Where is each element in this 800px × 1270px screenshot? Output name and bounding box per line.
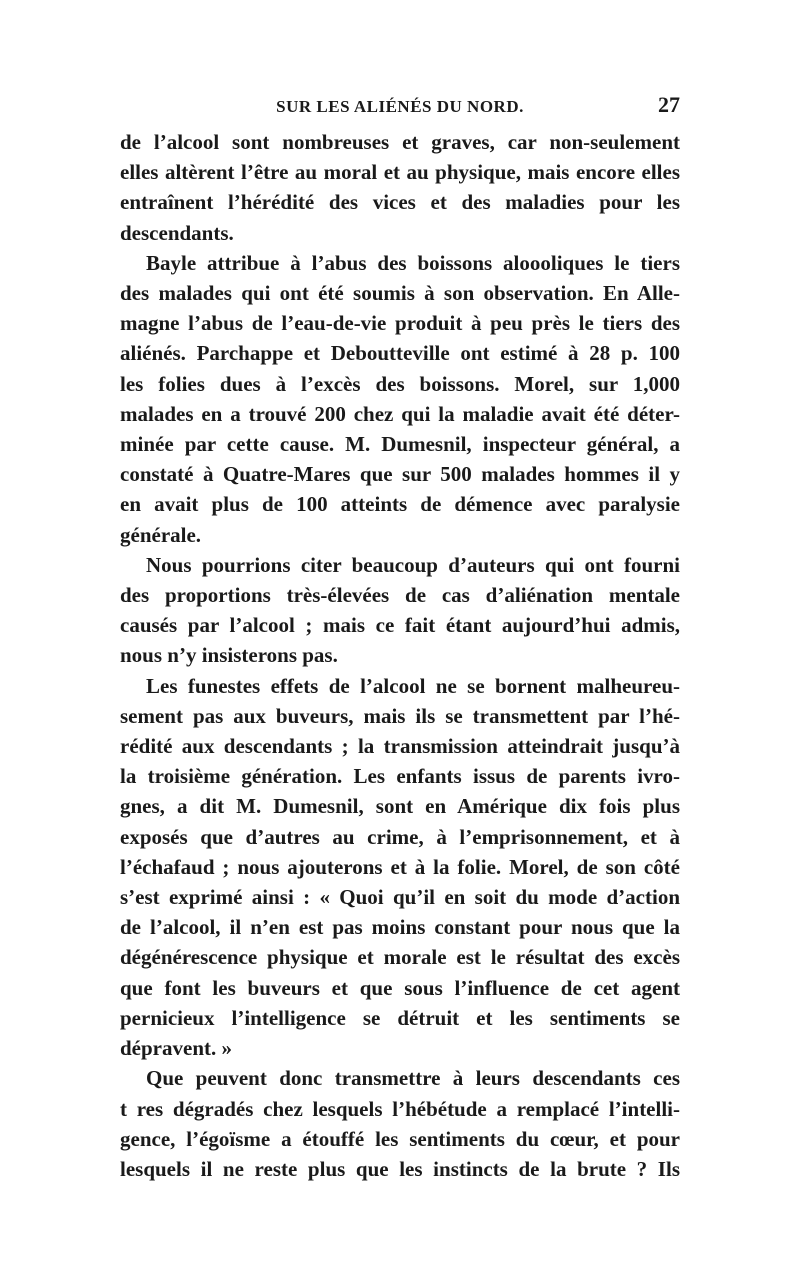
text-line: Nous pourrions citer beaucoup d’auteurs qui ont fourni xyxy=(146,552,680,577)
text-line: minée par cette cause. M. Dumesnil, inspecteur général, a xyxy=(120,432,680,457)
paragraph xyxy=(120,550,680,671)
text-line: gence, l’égoïsme a étouffé les sentiments du cœur, et pour xyxy=(120,1126,680,1151)
text-line: exposés que d’autres au crime, à l’emprisonnement, et à xyxy=(120,824,680,849)
text-line: pernicieux l’intelligence se détruit et les sentiments se xyxy=(120,1005,680,1030)
text-line: aliénés. Parchappe et Deboutteville ont estimé à 28 p. 100 xyxy=(120,341,680,366)
text-line: dépravent. » xyxy=(120,1036,232,1061)
page-number: 27 xyxy=(658,92,680,117)
text-line: que font les buveurs et que sous l’influence de cet agent xyxy=(120,975,680,1000)
text-line: des proportions très-élevées de cas d’aliénation mentale xyxy=(120,583,680,608)
text-line: nous n’y insisterons pas. xyxy=(120,643,338,668)
text-line: descendants. xyxy=(120,220,234,245)
paragraph xyxy=(120,1063,680,1184)
text-line: l’échafaud ; nous ajouterons et à la folie. Morel, de son côté xyxy=(120,854,680,879)
text-line: de l’alcool, il n’en est pas moins constant pour nous que la xyxy=(120,915,680,940)
text-line: Les funestes effets de l’alcool ne se bornent malheureu- xyxy=(146,673,680,698)
text-line: malades en a trouvé 200 chez qui la maladie avait été déter- xyxy=(120,401,680,426)
text-line: lesquels il ne reste plus que les instincts de la brute ? Ils xyxy=(120,1156,680,1181)
text-line: sement pas aux buveurs, mais ils se transmettent par l’hé- xyxy=(120,703,680,728)
text-line: magne l’abus de l’eau-de-vie produit à peu près le tiers des xyxy=(120,311,680,336)
text-line: la troisième génération. Les enfants issus de parents ivro- xyxy=(120,764,680,789)
running-head xyxy=(120,92,680,119)
text-line: dégénérescence physique et morale est le résultat des excès xyxy=(120,945,680,970)
text-line: en avait plus de 100 atteints de démence avec paralysie xyxy=(120,492,680,517)
text-line: constaté à Quatre-Mares que sur 500 malades hommes il y xyxy=(120,462,680,487)
paragraph xyxy=(120,127,680,248)
text-line: entraînent l’hérédité des vices et des maladies pour les xyxy=(120,190,680,215)
running-title: SUR LES ALIÉNÉS DU NORD. xyxy=(276,97,524,116)
paragraph xyxy=(120,671,680,1064)
text-line: générale. xyxy=(120,522,202,547)
text-line: rédité aux descendants ; la transmission atteindrait jusqu’à xyxy=(120,734,680,759)
body-text xyxy=(120,127,680,1184)
text-line: t res dégradés chez lesquels l’hébétude a remplacé l’intelli- xyxy=(120,1096,680,1121)
text-line: Bayle attribue à l’abus des boissons aloooliques le tiers xyxy=(146,250,680,275)
text-line: gnes, a dit M. Dumesnil, sont en Amérique dix fois plus xyxy=(120,794,680,819)
text-line: s’est exprimé ainsi : « Quoi qu’il en soit du mode d’action xyxy=(120,885,680,910)
text-line: les folies dues à l’excès des boissons. Morel, sur 1,000 xyxy=(120,371,680,396)
text-line: elles altèrent l’être au moral et au physique, mais encore elles xyxy=(120,160,680,185)
text-line: causés par l’alcool ; mais ce fait étant aujourd’hui admis, xyxy=(120,613,680,638)
text-line: des malades qui ont été soumis à son observation. En Alle- xyxy=(120,281,680,306)
text-line: Que peuvent donc transmettre à leurs descendants ces xyxy=(146,1066,680,1091)
text-line: de l’alcool sont nombreuses et graves, car non-seulement xyxy=(120,130,680,154)
paragraph xyxy=(120,248,680,550)
